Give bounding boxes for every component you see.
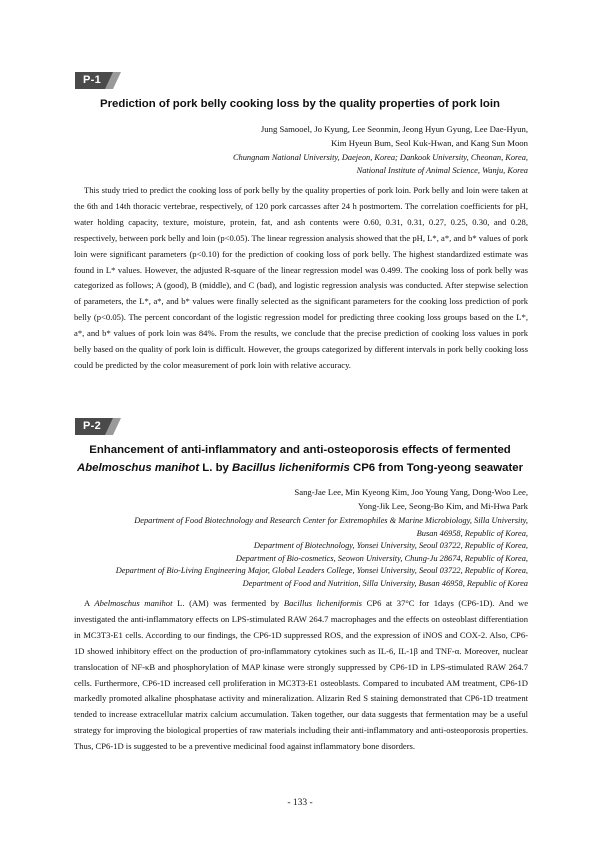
body-text: L. (AM) was fermented by — [172, 598, 284, 608]
badge-label: P-2 — [82, 420, 102, 432]
author-list-p2 — [68, 486, 528, 513]
body-text: A — [84, 598, 95, 608]
title-text: CP6 from Tong-yeong seawater — [349, 462, 524, 474]
affiliation-line: Department of Bio-Living Engineering Major, Global Leaders College, Yonsei University, Seoul 03722, Republic of Korea, — [115, 566, 528, 576]
title-text: L. by — [199, 462, 233, 474]
author-list-p1 — [68, 123, 528, 150]
page-number: - 133 - — [287, 798, 313, 808]
abstract-title-p1: Prediction of pork belly cooking loss by the quality properties of pork loin — [100, 98, 500, 110]
abstract-badge-p2 — [75, 418, 121, 435]
title-line: Enhancement of anti-inflammatory and anti-osteoporosis effects of fermented — [89, 444, 511, 456]
affiliations-p2 — [68, 515, 528, 591]
affiliation-line: Busan 46958, Republic of Korea, — [416, 528, 528, 538]
species-name: Bacillus licheniformis — [283, 598, 362, 608]
affiliation-line: Department of Food Biotechnology and Research Center for Extremophiles & Marine Microbiology, Silla University, — [134, 516, 528, 525]
affiliation-line: Department of Food and Nutrition, Silla University, Busan 46958, Republic of Korea — [242, 578, 528, 588]
affiliations-p1 — [68, 152, 528, 177]
authors-line: Kim Hyeun Bum, Seol Kuk-Hwan, and Kang Sun Moon — [331, 137, 528, 148]
affiliation-line: Chungnam National University, Daejeon, Korea; Dankook University, Cheonan, Korea, — [232, 153, 528, 162]
badge-label: P-1 — [82, 74, 102, 86]
abstract-body-p2 — [74, 596, 528, 755]
authors-line: Jung Samooel, Jo Kyung, Lee Seonmin, Jeong Hyun Gyung, Lee Dae-Hyun, — [260, 124, 528, 134]
affiliation-line: National Institute of Animal Science, Wanju, Korea — [356, 165, 528, 175]
affiliation-line: Department of Biotechnology, Yonsei University, Seoul 03722, Republic of Korea, — [253, 541, 528, 551]
species-name: Bacillus licheniformis — [232, 462, 350, 474]
species-name: Abelmoschus manihot — [76, 462, 200, 474]
abstract-body-p1: This study tried to predict the cooking loss of pork belly by the quality properties of pork loin. Pork belly and loin were taken at the 6th and 14th thoracic vertebrae, respectively, of 120 pork carcasses after 24 h postmortem. The correlation coefficients for pH, water holding capacity, texture, moisture, protein, fat, and ash contents were 0.60, 0.31, 0.31, 0.27, 0.25, 0.30, and 0.28, respectively, between pork belly and loin (p<0.05). The linear regression analysis showed that the pH, L*, a*, and b* values of pork loin were significant parameters (p<0.10) for the prediction of cooking loss of pork belly. The highest standardized estimate was found in L* values. However, the adjusted R-square of the linear regression model was 0.499. The cooking loss of pork belly was categorized as follows; A (good), B (middle), and C (bad), and logistic regression analysis was conducted. After stepwise selection of parameters, the L*, a*, and b* values were finally selected as the significant parameters for the cooking loss prediction of pork belly (p<0.05). The percent concordant of the logistic regression model for predicting three cooking loss groups based on the L*, a*, and b* values of pork loin was 84%. From the results, we conclude that the precise prediction of cooking loss values in pork belly based on the quality of pork loin is difficult. However, the groups categorized by different intervals in pork belly cooking loss could be predicted by the color measurement of pork loin with relative accuracy. — [74, 185, 528, 370]
authors-line: Sang-Jae Lee, Min Kyeong Kim, Joo Young Yang, Dong-Woo Lee, — [294, 487, 528, 497]
authors-line: Yong-Jik Lee, Seong-Bo Kim, and Mi-Hwa Park — [358, 500, 528, 511]
affiliation-line: Department of Bio-cosmetics, Seowon University, Chung-Ju 28674, Republic of Korea, — [235, 553, 528, 563]
abstract-badge-p1 — [75, 72, 121, 89]
body-text: CP6 at 37°C for 1days (CP6-1D). And we investigated the anti-inflammatory effects on LPS-stimulated RAW 264.7 macrophages and the effects on osteoblast differentiation in MC3T3-E1 cells. According to our findings, the CP6-1D suppressed ROS, and the expression of iNOS and COX-2. Also, CP6-1D showed inhibitory effect on the production of pro-inflammatory cytokines such as IL-6, IL-1β and TNF-α. Moreover, nuclear translocation of NF-κB and phosphorylation of MAP kinase were strongly suppressed by CP6-1D in LPS-stimulated RAW 264.7 cells. Furthermore, CP6-1D increased cell proliferation in MC3T3-E1 osteoblasts. Compared to incubated AM treatment, CP6-1D markedly promoted alkaline phosphatase activity and mineralization. Alizarin Red S staining demonstrated that CP6-1D treatment tended to increase extracellular matrix calcium accumulation. Taken together, our data suggests that fermentation may be a useful strategy for improving the biological properties of raw materials including their anti-inflammatory and anti-osteoporosis properties. Thus, CP6-1D is suggested to be a preventive medicinal food against inflammatory bone disorders. — [74, 598, 529, 752]
species-name: Abelmoschus manihot — [94, 598, 173, 608]
title-line — [70, 459, 530, 477]
abstract-title-p2 — [70, 441, 530, 477]
